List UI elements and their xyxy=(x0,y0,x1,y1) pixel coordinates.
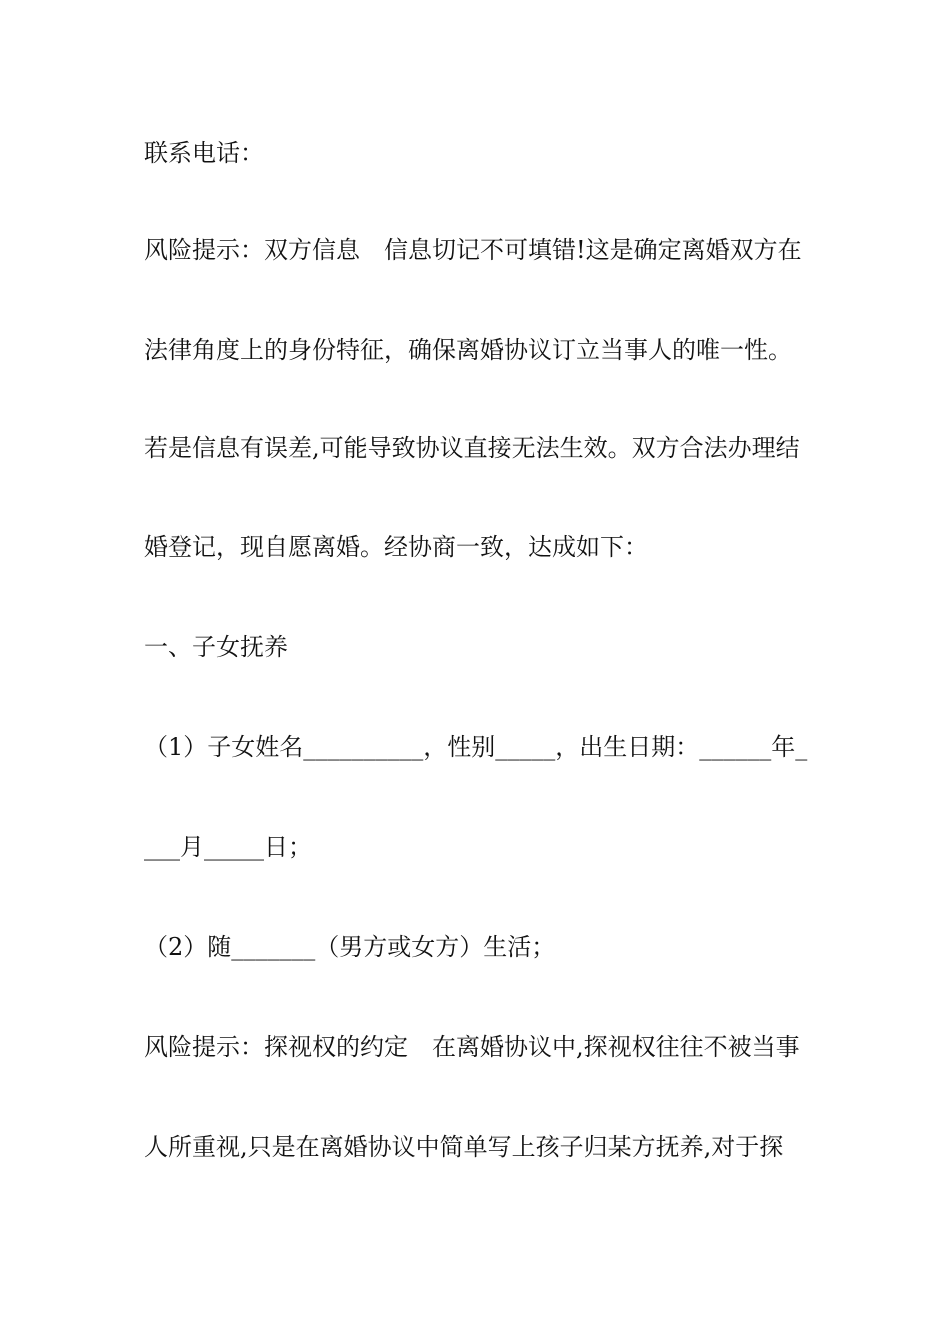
section-heading-child-custody: 一、子女抚养 xyxy=(144,633,288,661)
child-residence-line: （2）随_______（男方或女方）生活； xyxy=(144,933,556,961)
child-info-line: ___月_____日； xyxy=(144,833,312,861)
visitation-risk-notice-line: 人所重视,只是在离婚协议中简单写上孩子归某方抚养,对于探 xyxy=(144,1133,784,1161)
child-info-line: （1）子女姓名__________，性别_____，出生日期：______年_ xyxy=(144,733,808,761)
risk-notice-paragraph-line: 风险提示：双方信息 信息切记不可填错!这是确定离婚双方在 xyxy=(144,236,802,264)
risk-notice-paragraph-line: 若是信息有误差,可能导致协议直接无法生效。双方合法办理结 xyxy=(144,434,800,462)
visitation-risk-notice-line: 风险提示：探视权的约定 在离婚协议中,探视权往往不被当事 xyxy=(144,1033,800,1061)
risk-notice-paragraph-line: 法律角度上的身份特征，确保离婚协议订立当事人的唯一性。 xyxy=(144,336,792,364)
contact-phone-label: 联系电话： xyxy=(144,139,264,167)
agreement-intro-line: 婚登记，现自愿离婚。经协商一致，达成如下： xyxy=(144,533,648,561)
